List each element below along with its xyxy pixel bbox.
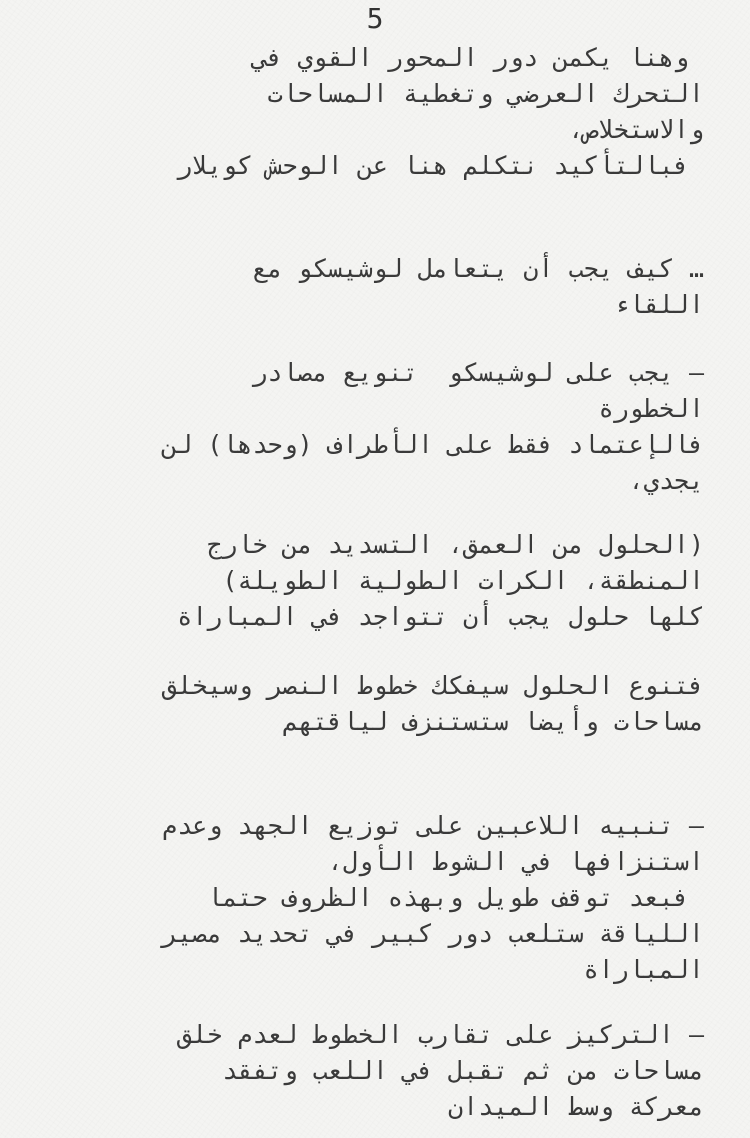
text-line: … كيف يجب أن يتعامل لوشيسكو مع: [252, 254, 704, 283]
text-line: اللقاء: [613, 290, 704, 319]
text-line: معركة وسط الميدان: [448, 1092, 704, 1121]
text-line: وهنا يكمن دور المحور القوي في: [252, 43, 704, 72]
page-number: 5: [366, 2, 384, 35]
text-line: استنزافها في الشوط الأول،: [327, 847, 704, 876]
paragraph-3: [44, 355, 704, 499]
text-line: – التركيز على تقارب الخطوط لعدم خلق: [177, 1020, 704, 1049]
text-line: اللياقة ستلعب دور كبير في تحديد مصير: [162, 919, 704, 948]
paragraph-6: [44, 808, 704, 988]
text-line: الخطورة: [598, 394, 704, 423]
text-line: فبعد توقف طويل وبهذه الظروف حتما: [207, 883, 704, 912]
text-line: فالإعتماد فقط على الأطراف (وحدها) لن: [162, 430, 704, 459]
paragraph-1: [44, 40, 704, 184]
text-line: كلها حلول يجب أن تتواجد في المباراة: [177, 602, 704, 631]
text-line: المباراة: [583, 955, 704, 984]
paragraph-4: [44, 527, 704, 635]
text-line: مساحات وأيضا ستستنزف لياقتهم: [282, 707, 704, 736]
text-line: المنطقة، الكرات الطولية الطويلة): [222, 566, 704, 595]
text-line: مساحات من ثم تقبل في اللعب وتفقد: [222, 1056, 704, 1085]
text-line: – تنبيه اللاعبين على توزيع الجهد وعدم: [162, 811, 704, 840]
text-line: فبالتأكيد نتكلم هنا عن الوحش كويلار: [177, 151, 704, 180]
paragraph-7: [44, 1017, 704, 1125]
text-line: التحرك العرضي وتغطية المساحات: [267, 79, 704, 108]
text-line: يجدي،: [628, 466, 704, 495]
paragraph-5: [44, 668, 704, 740]
paragraph-2: [44, 251, 704, 323]
text-line: والاستخلاص،: [568, 115, 704, 144]
text-line: فتنوع الحلول سيفكك خطوط النصر وسيخلق: [162, 671, 704, 700]
text-line: – يجب على لوشيسكو تنويع مصادر: [252, 358, 704, 387]
text-line: (الحلول من العمق، التسديد من خارج: [207, 530, 704, 559]
